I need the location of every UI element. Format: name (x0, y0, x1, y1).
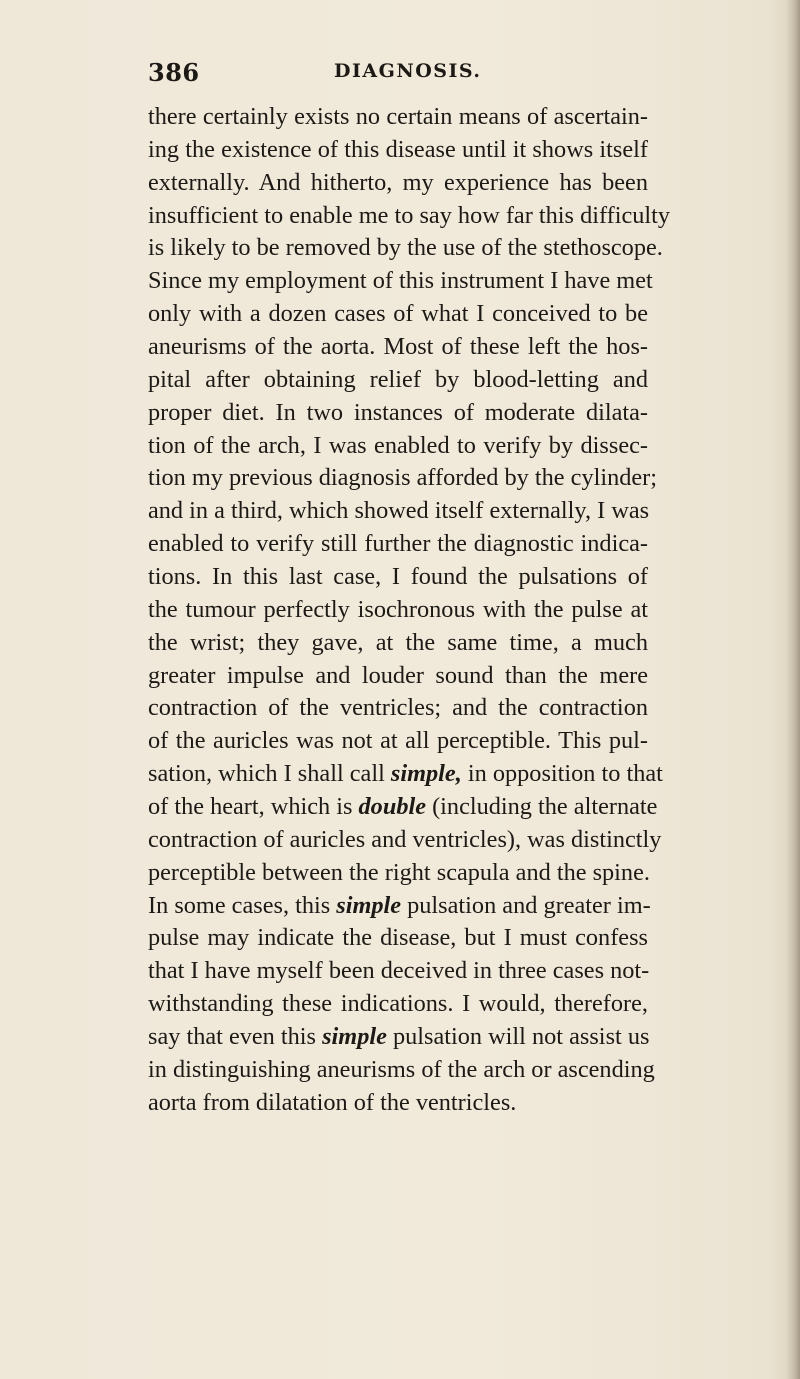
text-line: contraction of the ventricles; and the contraction (148, 694, 648, 722)
text-line: tion of the arch, I was enabled to verify by dissec- (148, 431, 648, 459)
text-line: tion my previous diagnosis afforded by the cylinder; (148, 464, 658, 492)
text-line: externally. And hitherto, my experience has been (148, 168, 648, 196)
text-line: only with a dozen cases of what I conceived to be (148, 300, 648, 328)
body-paragraph (148, 101, 671, 1120)
text-line: ing the existence of this disease until it shows itself (148, 135, 648, 163)
running-title: DIAGNOSIS. (334, 60, 482, 82)
text-segment: pulsation will not assist us (386, 1023, 650, 1051)
italic-emphasis: simple (322, 1023, 387, 1051)
text-line (148, 890, 651, 923)
text-line: the tumour perfectly isochronous with the pulse at (148, 595, 648, 623)
text-segment: (including the alternate (426, 793, 658, 821)
text-line: pital after obtaining relief by blood-letting and (148, 365, 648, 393)
text-segment: In some cases, this (148, 891, 337, 919)
text-segment: of the heart, which is (148, 793, 359, 821)
text-line: of the auricles was not at all perceptible. This pul- (148, 727, 648, 755)
text-line: in distinguishing aneurisms of the arch or ascending (148, 1055, 655, 1083)
text-line: enabled to verify still further the diagnostic indica- (148, 530, 648, 558)
page-edge-shadow (786, 0, 800, 1379)
italic-emphasis: simple (336, 891, 402, 919)
text-line (148, 1021, 648, 1054)
text-line: insufficient to enable me to say how far this difficulty (148, 201, 671, 229)
text-line: perceptible between the right scapula and the spine. (148, 858, 650, 886)
italic-emphasis: double (358, 793, 427, 821)
text-line: and in a third, which showed itself externally, I was (148, 497, 650, 525)
text-line: the wrist; they gave, at the same time, a much (148, 628, 648, 656)
text-line: aneurisms of the aorta. Most of these left the hos- (148, 333, 648, 361)
text-line: proper diet. In two instances of moderate dilata- (148, 398, 648, 426)
text-line: aorta from dilatation of the ventricles. (148, 1088, 517, 1116)
italic-emphasis: simple, (390, 760, 462, 788)
text-segment: in opposition to that (461, 760, 663, 788)
text-line: tions. In this last case, I found the pulsations of (148, 563, 648, 591)
text-line: there certainly exists no certain means of ascertain- (148, 103, 648, 130)
text-line: greater impulse and louder sound than the mere (148, 661, 648, 689)
text-segment: say that even this (148, 1023, 323, 1051)
text-line (148, 758, 663, 791)
text-line: pulse may indicate the disease, but I must confess (148, 924, 648, 952)
text-line: contraction of auricles and ventricles), was distinctly (148, 825, 662, 853)
text-line: withstanding these indications. I would, therefore, (148, 990, 648, 1018)
text-line (148, 791, 658, 824)
text-segment: sation, which I shall call (148, 760, 391, 788)
running-head (148, 58, 568, 88)
text-line: that I have myself been deceived in three cases not- (148, 957, 650, 985)
text-line: is likely to be removed by the use of the stethoscope. (148, 234, 663, 262)
text-line: Since my employment of this instrument I have met (148, 267, 653, 295)
text-segment: pulsation and greater im- (401, 891, 651, 919)
page-number: 386 (148, 58, 200, 87)
